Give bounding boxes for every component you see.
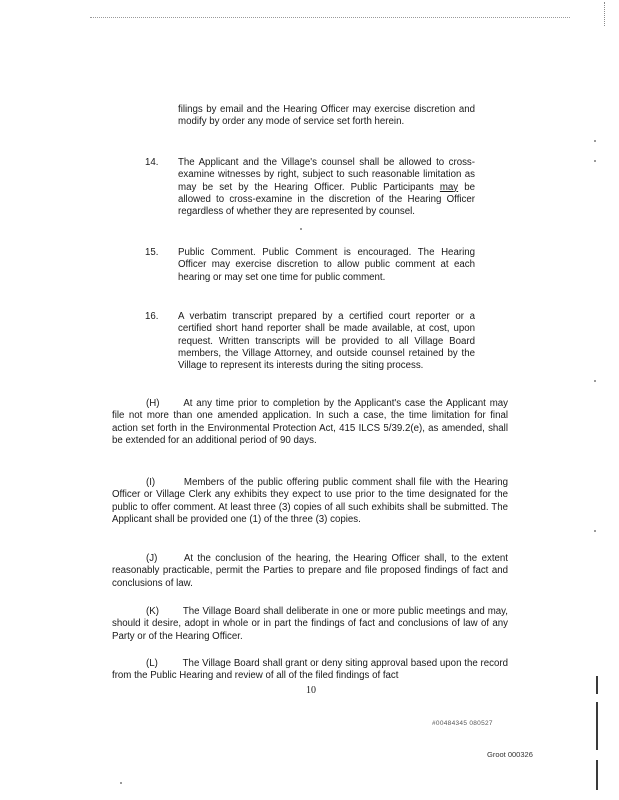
section-i: [112, 477, 508, 526]
section-j-text: At the conclusion of the hearing, the Hearing Officer shall, to the extent reasonably practicable, permit the Parties to prepare and file proposed findings of fact and conclusions of law.: [112, 553, 508, 589]
scan-edge-bar: [596, 702, 598, 750]
section-j-label: [146, 553, 180, 565]
item-14-text-part: be allowed to cross-examine in the discretion of the Hearing Officer regardless of whether they are represented by counsel.: [178, 181, 475, 218]
document-id: #00484345 080527: [432, 720, 493, 727]
item-14-text-part: The Applicant and the Village's counsel shall be allowed to cross-examine witnesses by right, subject to such reasonable limitation as may be set by the Hearing Officer. Public Participants: [178, 157, 475, 193]
section-h-text: At any time prior to completion by the Applicant's case the Applicant may file not more than one amended application. In such a case, the time limitation for final action set forth in the Environmental Protection Act, 415 ILCS 5/39.2(e), as amended, shall be extended for an additional period of 90 days.: [112, 398, 508, 446]
section-label-text: (K): [146, 606, 159, 617]
section-k-text: The Village Board shall deliberate in one or more public meetings and may, should it desire, adopt in whole or in part the findings of fact and conclusions of law of any Party or of the Hearing Officer.: [112, 606, 508, 642]
item-13-continuation: filings by email and the Hearing Officer may exercise discretion and modify by order any mode of service set forth herein.: [178, 104, 475, 128]
item-14-number: 14.: [145, 157, 159, 168]
section-j: [112, 553, 508, 590]
section-i-label: [146, 477, 180, 489]
scan-speck: [594, 160, 596, 162]
section-l-text: The Village Board shall grant or deny siting approval based upon the record from the Public Hearing and review of all of the filed findings of fact: [112, 658, 508, 682]
section-label-text: (J): [146, 553, 158, 564]
scan-edge-bar: [596, 676, 598, 694]
section-l-label: [146, 658, 180, 670]
section-k: [112, 606, 508, 643]
scan-speck: [120, 782, 122, 784]
section-label-text: (I): [146, 477, 156, 488]
section-l: [112, 658, 508, 683]
section-i-text: Members of the public offering public comment shall file with the Hearing Officer or Village Clerk any exhibits they expect to use prior to the time designated for the public to offer comment. At least three (3) copies of all such exhibits shall be submitted. The Applicant shall be provided one (1) of the three (3) copies.: [112, 477, 508, 525]
scan-speck: [594, 530, 596, 532]
scan-speck: [594, 380, 596, 382]
item-15-text: Public Comment. Public Comment is encouraged. The Hearing Officer may exercise discretion to allow public comment at each hearing or may set one time for public comment.: [178, 247, 475, 283]
section-h: [112, 398, 508, 447]
bates-number: Groot 000326: [487, 750, 533, 759]
item-16-number: 16.: [145, 311, 159, 322]
section-k-label: [146, 606, 180, 618]
section-label-text: (L): [146, 658, 158, 669]
scan-edge-line: [90, 17, 570, 18]
item-16-text: A verbatim transcript prepared by a certified court reporter or a certified short hand reporter shall be made available, at cost, upon request. Written transcripts will be provided to all Village Board members, the Village Attorney, and outside counsel retained by the Village to represent its interests during the siting process.: [178, 311, 475, 372]
item-15-number: 15.: [145, 247, 159, 258]
scan-speck: [300, 228, 302, 230]
item-14-text: [178, 157, 475, 218]
section-label-text: (H): [146, 398, 160, 409]
scan-edge-bar: [596, 760, 598, 790]
scan-speck: [594, 140, 596, 142]
section-h-label: [146, 398, 180, 410]
item-14-emphasis: may: [439, 181, 459, 193]
scan-corner-mark: [604, 2, 615, 26]
page-number: 10: [306, 685, 316, 696]
